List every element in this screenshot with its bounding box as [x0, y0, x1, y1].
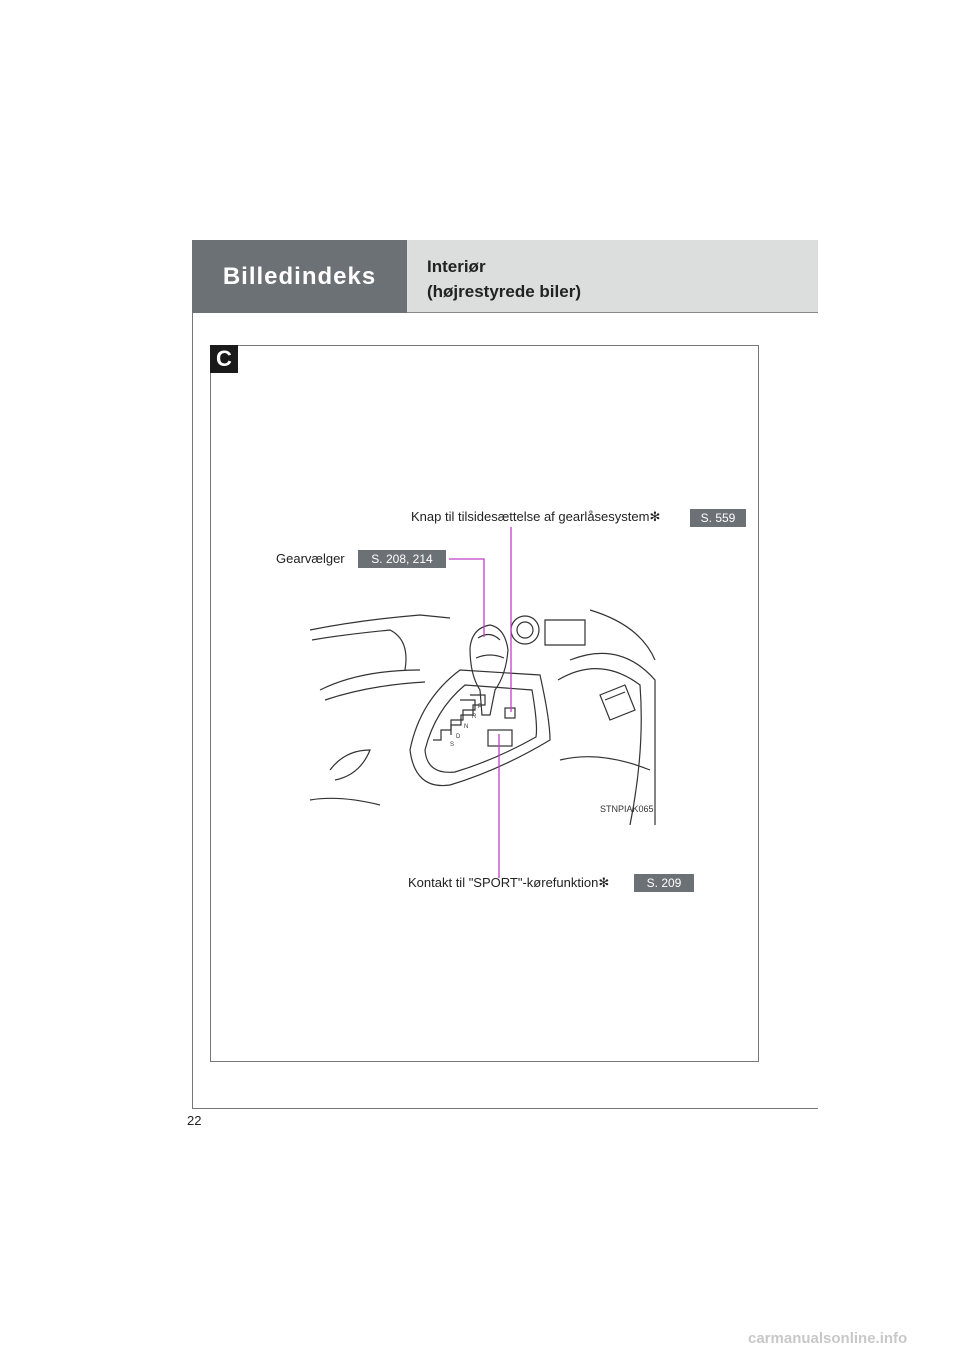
shift-lever-leader: [449, 559, 484, 637]
override-button-label: Knap til tilsidesættelse af gearlåsesystem: [411, 509, 650, 524]
gate-label: P: [478, 704, 483, 710]
watermark-url: carmanualsonline.info: [748, 1330, 908, 1347]
sport-switch-label: Kontakt til "SPORT"-kørefunktion: [408, 875, 599, 890]
page-title-line2: (højrestyrede biler): [427, 282, 581, 301]
illustration-code: STNPIAK065: [600, 804, 654, 814]
shift-lever-page-ref[interactable]: S. 208, 214: [358, 550, 446, 568]
page-number: 22: [187, 1113, 202, 1128]
sport-switch-page-ref[interactable]: S. 209: [634, 874, 694, 892]
shift-lever-label: Gearvælger: [276, 551, 345, 566]
override-button-page-ref[interactable]: S. 559: [690, 509, 746, 527]
optional-equipment-mark: ✻: [598, 875, 610, 890]
section-title: Billedindeks: [192, 240, 407, 313]
section-letter-badge: C: [210, 345, 238, 373]
optional-equipment-mark: ✻: [649, 509, 661, 524]
gate-label: R: [472, 714, 477, 720]
gate-label: S: [450, 742, 455, 748]
gate-label: D: [456, 734, 461, 740]
gate-label: N: [464, 724, 469, 730]
page-title-line1: Interiør: [427, 257, 486, 276]
